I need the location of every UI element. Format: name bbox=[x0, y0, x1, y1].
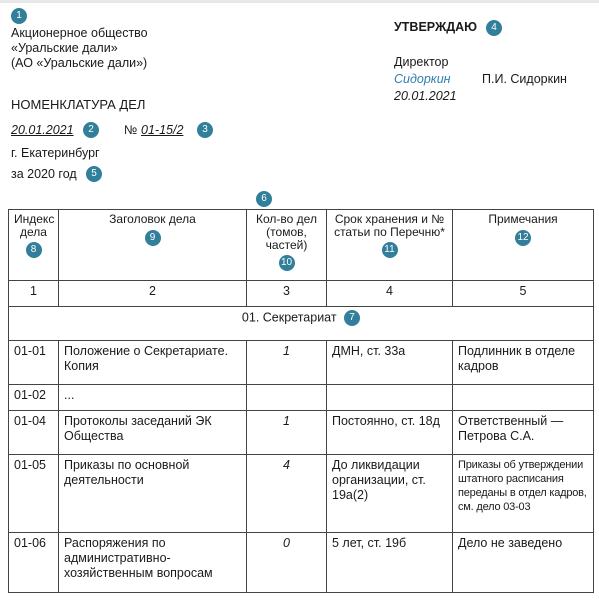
section-row bbox=[9, 307, 594, 341]
org-block bbox=[11, 8, 148, 71]
doc-date: 20.01.2021 bbox=[11, 123, 74, 137]
approve-signature: Сидоркин bbox=[394, 72, 451, 86]
marker-9: 9 bbox=[145, 230, 161, 246]
header-term bbox=[327, 210, 453, 281]
cell-notes: Подлинник в отделе кадров bbox=[453, 341, 594, 385]
cell-term: 5 лет, ст. 19б bbox=[327, 533, 453, 593]
header-count-label: Кол-во дел (томов, частей) bbox=[256, 212, 317, 252]
page-top-edge bbox=[0, 0, 599, 3]
marker-7: 7 bbox=[344, 310, 360, 326]
marker-4: 4 bbox=[486, 20, 502, 36]
colnum-5: 5 bbox=[453, 281, 594, 307]
header-index-label: Индекс дела bbox=[14, 212, 55, 239]
header-title-label: Заголовок дела bbox=[109, 212, 196, 226]
cell-index: 01-02 bbox=[9, 385, 59, 411]
doc-number-label: № bbox=[124, 123, 138, 137]
doc-city: г. Екатеринбург bbox=[11, 146, 100, 160]
header-count bbox=[247, 210, 327, 281]
doc-year: за 2020 год bbox=[11, 167, 77, 181]
table-row bbox=[9, 455, 594, 533]
marker-2: 2 bbox=[83, 122, 99, 138]
marker-10: 10 bbox=[279, 255, 295, 271]
marker-1: 1 bbox=[11, 8, 27, 24]
approve-date: 20.01.2021 bbox=[394, 89, 457, 103]
header-title bbox=[59, 210, 247, 281]
header-index bbox=[9, 210, 59, 281]
cell-index: 01-01 bbox=[9, 341, 59, 385]
colnum-2: 2 bbox=[59, 281, 247, 307]
org-line-2: «Уральские дали» bbox=[11, 41, 118, 55]
colnum-3: 3 bbox=[247, 281, 327, 307]
org-line-1: Акционерное общество bbox=[11, 26, 148, 40]
cell-notes: Приказы об утверждении штатного расписания переданы в отдел кадров, см. дело 03-03 bbox=[453, 455, 594, 533]
approve-heading: УТВЕРЖДАЮ bbox=[394, 20, 478, 34]
marker-3: 3 bbox=[197, 122, 213, 138]
cell-title: Распоряжения по административно-хозяйственным вопросам bbox=[59, 533, 247, 593]
approve-name: П.И. Сидоркин bbox=[482, 72, 567, 86]
marker-5: 5 bbox=[86, 166, 102, 182]
cell-index: 01-05 bbox=[9, 455, 59, 533]
cell-term bbox=[327, 385, 453, 411]
section-cell bbox=[9, 307, 594, 341]
cell-title: Приказы по основной деятельности bbox=[59, 455, 247, 533]
header-row bbox=[9, 210, 594, 281]
marker-8: 8 bbox=[26, 242, 42, 258]
approve-position: Директор bbox=[394, 55, 449, 69]
cell-notes: Ответственный — Петрова С.А. bbox=[453, 411, 594, 455]
marker-11: 11 bbox=[382, 242, 398, 258]
marker-6: 6 bbox=[256, 191, 272, 207]
table-row bbox=[9, 411, 594, 455]
cell-notes bbox=[453, 385, 594, 411]
cell-term: До ликвидации организации, ст. 19а(2) bbox=[327, 455, 453, 533]
header-notes-label: Примечания bbox=[488, 212, 558, 226]
cell-title: Протоколы заседаний ЭК Общества bbox=[59, 411, 247, 455]
cell-count: 1 bbox=[247, 411, 327, 455]
cell-term: Постоянно, ст. 18д bbox=[327, 411, 453, 455]
cell-count: 1 bbox=[247, 341, 327, 385]
header-notes bbox=[453, 210, 594, 281]
doc-title: НОМЕНКЛАТУРА ДЕЛ bbox=[11, 97, 146, 112]
column-number-row bbox=[9, 281, 594, 307]
nomenclature-table bbox=[8, 209, 594, 593]
cell-index: 01-04 bbox=[9, 411, 59, 455]
colnum-4: 4 bbox=[327, 281, 453, 307]
table-row bbox=[9, 385, 594, 411]
cell-title: Положение о Секретариате. Копия bbox=[59, 341, 247, 385]
marker-12: 12 bbox=[515, 230, 531, 246]
cell-index: 01-06 bbox=[9, 533, 59, 593]
cell-title: ... bbox=[59, 385, 247, 411]
cell-count bbox=[247, 385, 327, 411]
table-row bbox=[9, 533, 594, 593]
header-term-label: Срок хранения и № статьи по Перечню* bbox=[334, 212, 445, 239]
cell-term: ДМН, ст. 33а bbox=[327, 341, 453, 385]
cell-notes: Дело не заведено bbox=[453, 533, 594, 593]
table-row bbox=[9, 341, 594, 385]
doc-number: 01-15/2 bbox=[141, 123, 184, 137]
org-line-3: (АО «Уральские дали») bbox=[11, 56, 148, 70]
colnum-1: 1 bbox=[9, 281, 59, 307]
cell-count: 4 bbox=[247, 455, 327, 533]
cell-count: 0 bbox=[247, 533, 327, 593]
section-title: 01. Секретариат bbox=[241, 310, 337, 325]
